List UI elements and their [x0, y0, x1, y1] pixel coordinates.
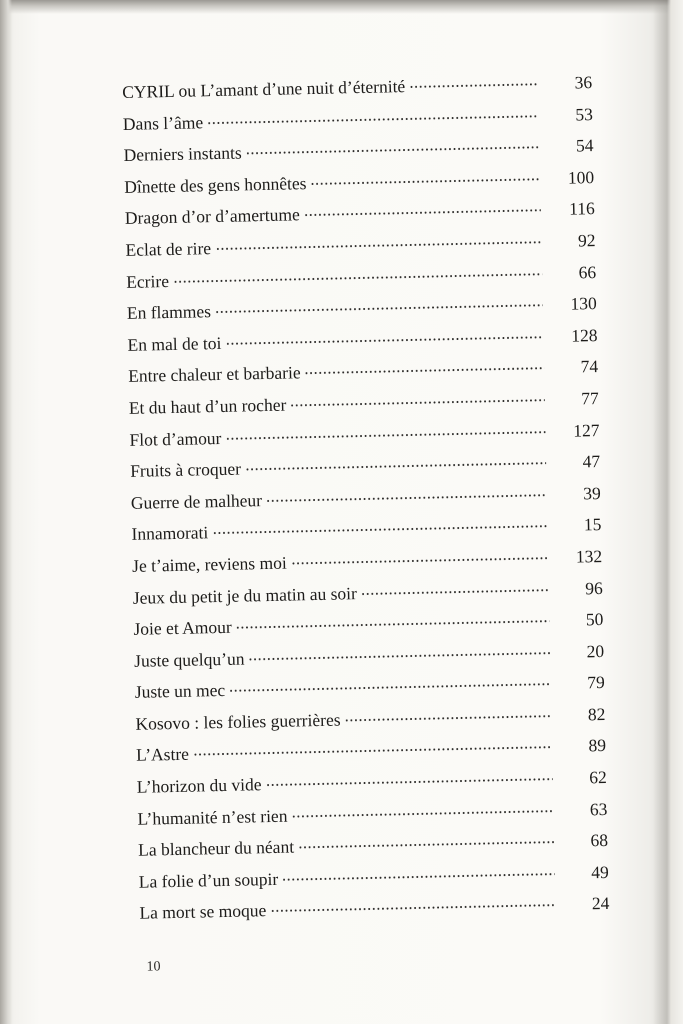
toc-entry-page: 24	[591, 893, 610, 914]
toc-entry-page: 62	[588, 767, 607, 788]
toc-entry-page: 127	[572, 419, 600, 441]
toc-entry-title: En mal de toi	[127, 332, 222, 355]
toc-entry-title: Dragon d’or d’amertume	[124, 204, 301, 229]
toc-entry-title: Et du haut d’un rocher	[128, 394, 287, 418]
toc-entry-page: 53	[575, 103, 594, 125]
toc-entry-page: 63	[589, 798, 608, 819]
dot-leader	[229, 683, 551, 692]
dot-leader	[409, 83, 538, 88]
dot-leader	[266, 778, 553, 786]
toc-entry-title: En flammes	[126, 301, 212, 324]
toc-entry-page: 132	[575, 545, 603, 567]
toc-entry-page: 39	[583, 482, 601, 504]
dot-leader	[246, 146, 540, 154]
toc-entry-page: 77	[581, 387, 599, 409]
table-of-contents	[122, 72, 610, 935]
toc-entry-title: Juste un mec	[134, 680, 226, 703]
toc-entry-page: 100	[567, 166, 595, 188]
dot-leader	[305, 368, 545, 375]
toc-entry-title: CYRIL ou L’amant d’une nuit d’éternité	[122, 76, 406, 102]
toc-entry-page: 36	[574, 72, 593, 93]
dot-leader	[361, 589, 549, 595]
dot-leader	[248, 652, 550, 660]
dot-leader	[345, 715, 552, 721]
dot-leader	[298, 841, 554, 848]
toc-entry-title: Entre chaleur et barbarie	[127, 362, 301, 387]
toc-entry-page: 15	[583, 514, 602, 535]
toc-entry-title: La mort se moque	[139, 900, 267, 924]
toc-entry-page: 92	[577, 230, 596, 251]
dot-leader	[310, 178, 540, 185]
dot-leader	[225, 336, 543, 345]
toc-entry-page: 49	[590, 861, 609, 883]
toc-entry-page: 130	[570, 293, 597, 314]
toc-entry-title: Jeux du petit je du matin au soir	[132, 582, 358, 608]
toc-entry-title: Innamorati	[131, 522, 209, 545]
page-number: 10	[146, 959, 161, 975]
dot-leader	[291, 557, 548, 564]
toc-entry-title: L’horizon du vide	[136, 774, 262, 797]
dot-leader	[270, 905, 555, 913]
toc-entry-title: Fruits à croquer	[129, 458, 242, 481]
dot-leader	[291, 810, 553, 817]
toc-entry-title: La blancheur du néant	[137, 836, 295, 861]
toc-entry-page: 89	[588, 735, 607, 756]
toc-entry-page: 96	[585, 577, 603, 598]
toc-entry-title: L’Astre	[135, 744, 190, 766]
dot-leader	[212, 525, 547, 534]
toc-entry-title: Kosovo : les folies guerrières	[135, 709, 341, 734]
toc-entry-page: 74	[580, 356, 599, 377]
dot-leader	[225, 431, 545, 440]
toc-entry-title: Dans l’âme	[122, 111, 204, 134]
dot-leader	[290, 399, 545, 406]
toc-entry-title: Juste quelqu’un	[133, 648, 245, 671]
dot-leader	[215, 304, 543, 313]
toc-entry-title: L’humanité n’est rien	[137, 805, 288, 829]
toc-entry-title: Flot d’amour	[129, 427, 222, 450]
toc-entry-title: Joie et Amour	[133, 616, 232, 639]
toc-entry-page: 79	[587, 672, 605, 693]
dot-leader	[173, 273, 542, 283]
dot-leader	[304, 210, 541, 217]
toc-entry-page: 116	[568, 198, 596, 219]
toc-entry-page: 50	[585, 609, 604, 630]
toc-entry-page: 54	[575, 135, 594, 156]
dot-leader	[236, 620, 550, 629]
toc-entry-title: Eclat de rire	[125, 238, 212, 260]
toc-entry-page: 82	[587, 703, 606, 725]
toc-entry-title: Dînette des gens honnêtes	[124, 172, 307, 197]
dot-leader	[193, 747, 552, 757]
toc-entry-title: Ecrire	[126, 270, 170, 292]
dot-leader	[215, 241, 541, 250]
toc-entry-page: 128	[570, 324, 598, 346]
toc-entry-page: 66	[578, 261, 597, 282]
toc-entry-page: 47	[582, 451, 601, 472]
dot-leader	[282, 873, 554, 881]
toc-entry-title: Je t’aime, reviens moi	[131, 552, 287, 576]
toc-entry-title: Derniers instants	[123, 142, 242, 166]
dot-leader	[245, 462, 546, 470]
toc-entry-title: Guerre de malheur	[130, 489, 263, 513]
dot-leader	[266, 494, 547, 502]
toc-entry-page: 20	[586, 640, 605, 662]
toc-entry-page: 68	[590, 830, 609, 851]
dot-leader	[207, 115, 539, 124]
toc-entry-title: La folie d’un soupir	[138, 868, 279, 892]
